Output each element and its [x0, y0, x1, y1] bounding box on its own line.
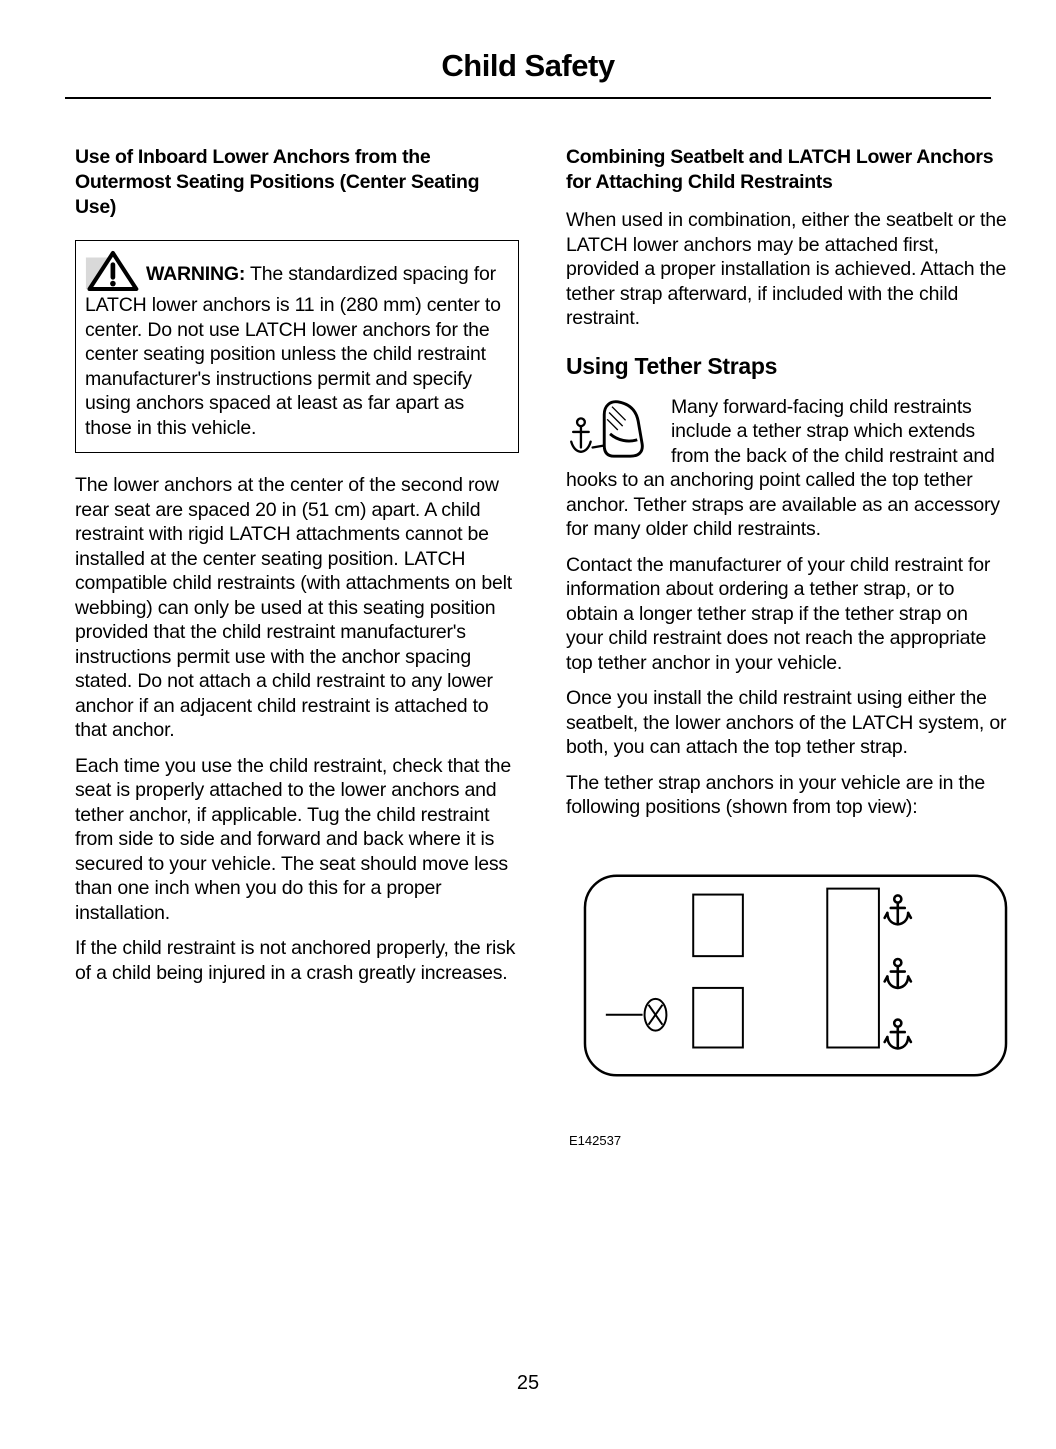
anchor-icon	[885, 1019, 911, 1048]
section-heading-inboard-anchors: Use of Inboard Lower Anchors from the Outermost Seating Positions (Center Seating Use)	[75, 146, 480, 218]
tether-strap-paragraph-block	[566, 395, 1010, 542]
page-title: Child Safety	[441, 48, 615, 83]
warning-text	[85, 249, 507, 440]
anchor-icon	[885, 959, 911, 988]
tether-anchor-positions-diagram	[582, 872, 1010, 1079]
section-heading-combining-seatbelt-latch: Combining Seatbelt and LATCH Lower Anchors for Attaching Child Restraints	[566, 146, 994, 193]
paragraph: The lower anchors at the center of the second row rear seat are spaced 20 in (51 cm) apart. A child restraint with rigid LATCH attachments cannot be installed at the center seating position. LATCH compatible child restraints (with attachments on belt webbing) can only be used at this seating position provided that the child restraint manufacturer's instructions permit use with the anchor spacing stated. Do not attach a child restraint to any lower anchor if an adjacent child restraint is attached to that anchor.	[75, 474, 513, 741]
paragraph: Once you install the child restraint using either the seatbelt, the lower anchors of the LATCH system, or both, you can attach the top tether strap.	[566, 687, 1007, 758]
seat-front	[693, 894, 743, 956]
section-heading-using-tether-straps: Using Tether Straps	[566, 352, 778, 379]
paragraph: Many forward-facing child restraints include a tether strap which extends from the back of the child restraint and hooks to an anchoring point called the top tether anchor. Tether straps are available as an accessory for many older child restraints.	[566, 395, 1000, 540]
warning-body: The standardized spacing for LATCH lower anchors is 11 in (280 mm) center to center. Do not use LATCH lower anchors for the center seating position unless the child restraint manufacturer's instructions permit and specify using anchors spaced at least as far apart as those in this vehicle.	[85, 263, 501, 439]
seat-rear	[693, 987, 743, 1047]
figure-caption: E142537	[569, 1132, 622, 1148]
anchor-icon	[885, 895, 911, 924]
left-column	[75, 145, 519, 1153]
paragraph: The tether strap anchors in your vehicle are in the following positions (shown from top view):	[566, 771, 986, 818]
rear-seat-row	[827, 888, 879, 1047]
right-column	[566, 145, 1010, 1153]
page-header	[0, 0, 1056, 99]
paragraph: If the child restraint is not anchored properly, the risk of a child being injured in a crash greatly increases.	[75, 937, 516, 984]
tether-strap-icon	[566, 397, 658, 463]
page-number: 25	[516, 1372, 540, 1394]
warning-icon	[85, 249, 139, 293]
vehicle-outline	[585, 875, 1006, 1075]
paragraph: Each time you use the child restraint, check that the seat is properly attached to the lower anchors and tether anchor, if applicable. Tug the child restraint from side to side and forward and back where it is secured to your vehicle. The seat should move less than one inch when you do this for a proper installation.	[75, 754, 511, 924]
paragraph: When used in combination, either the seatbelt or the LATCH lower anchors may be attached first, provided a proper installation is achieved. Attach the tether strap afterward, if included with the child restraint.	[566, 209, 1007, 329]
paragraph: Contact the manufacturer of your child restraint for information about ordering a tether strap, or to obtain a longer tether strap if the tether strap on your child restraint does not reach the appropriate top tether anchor in your vehicle.	[566, 553, 991, 674]
steering-wheel-icon	[606, 998, 667, 1030]
content-columns	[0, 99, 1056, 1153]
warning-label: WARNING:	[146, 263, 246, 285]
warning-box	[75, 240, 519, 453]
